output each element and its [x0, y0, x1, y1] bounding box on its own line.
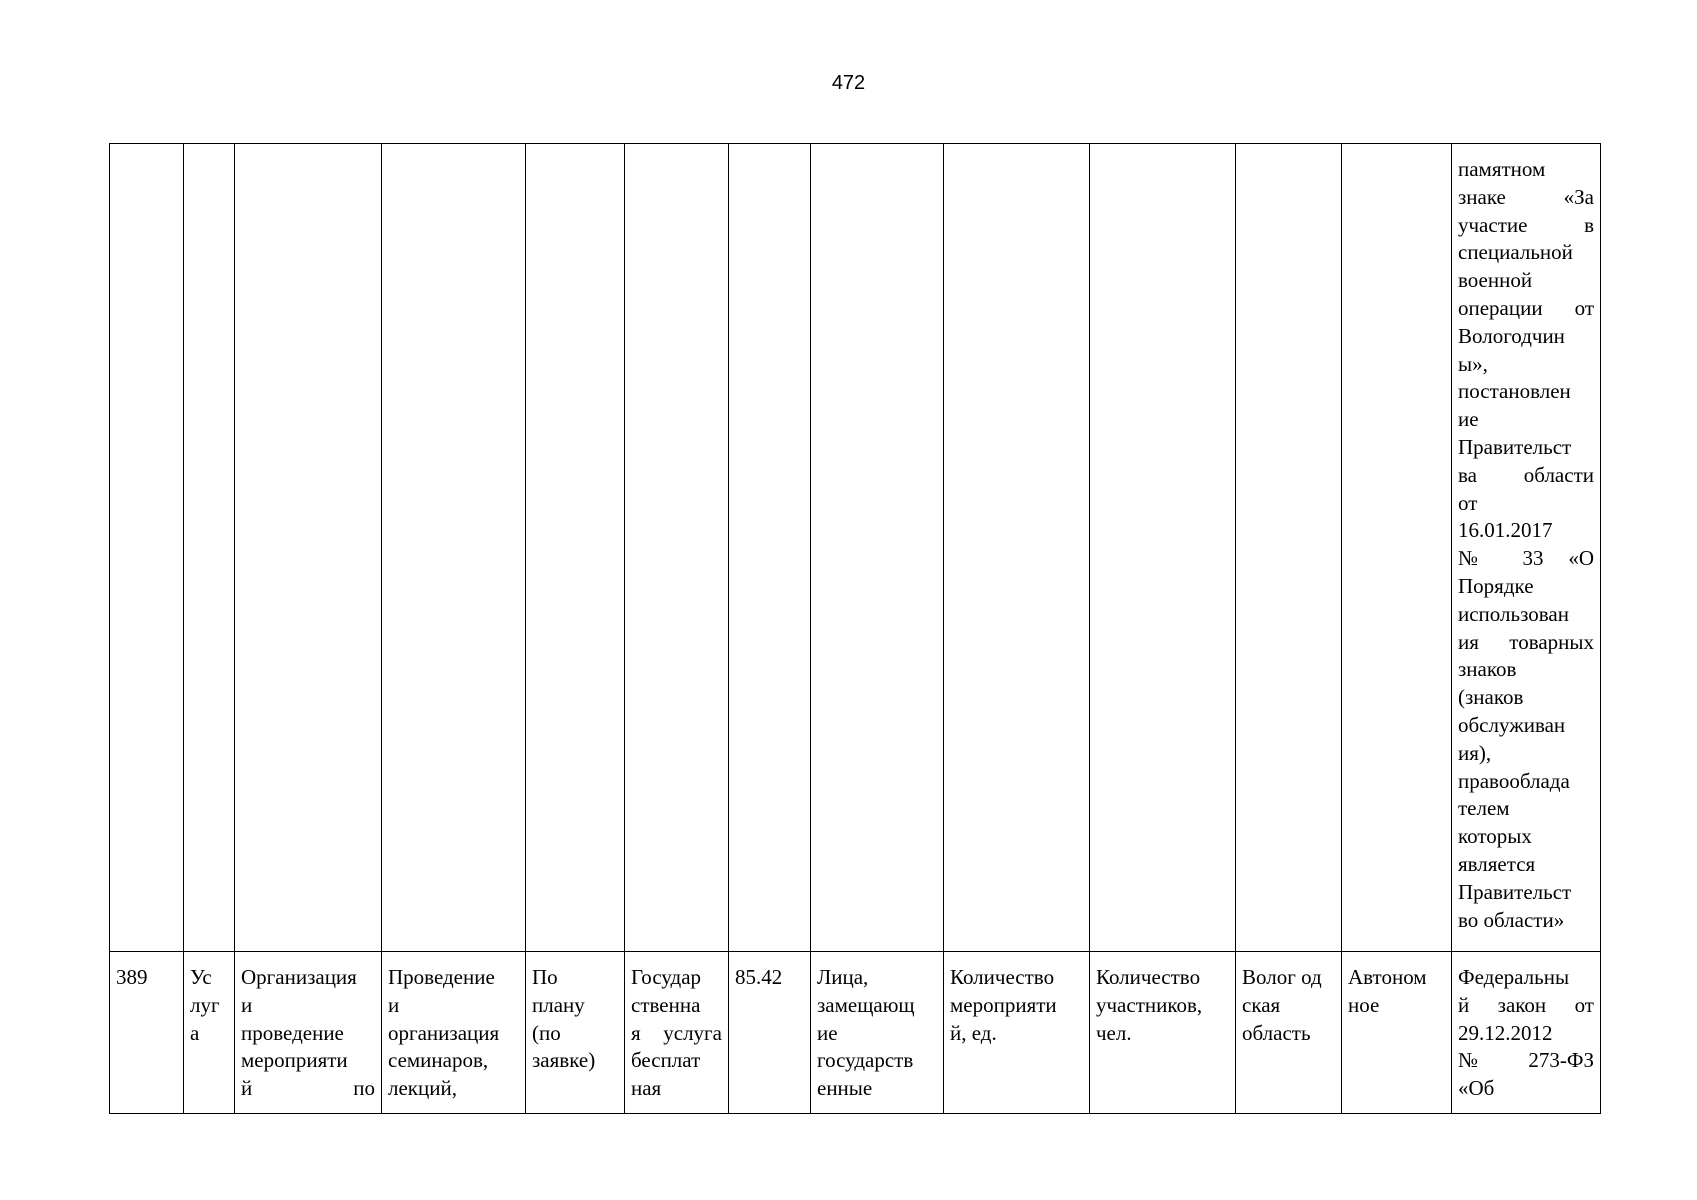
cell-quality-indicator	[1090, 952, 1236, 1114]
text-line: ия),	[1458, 740, 1492, 765]
cont-cell-okved	[729, 144, 811, 952]
text-line: По	[532, 965, 558, 989]
text-line: Порядке	[1458, 573, 1534, 598]
text-line: «Об	[1458, 1076, 1495, 1101]
cell-okved	[729, 952, 811, 1114]
text-line: которых	[1458, 824, 1532, 849]
text-line: область	[1242, 1020, 1311, 1045]
text-line: бесплат	[631, 1048, 701, 1073]
text-line: енные	[817, 1076, 873, 1101]
text-line: Количество	[950, 965, 1055, 989]
cell-institution-type	[1342, 952, 1452, 1114]
cont-cell-name	[235, 144, 382, 952]
text-line: Организация	[241, 965, 357, 989]
text-line: Правительст	[1458, 434, 1572, 459]
text-line: Государ	[631, 965, 702, 989]
cont-cell-volume	[944, 144, 1090, 952]
cell-consumers	[811, 952, 944, 1114]
text-line: ие	[817, 1020, 838, 1045]
text-line: Ус	[190, 965, 212, 989]
text-line: мероприяти	[241, 1048, 348, 1073]
text-line: заявке)	[532, 1048, 596, 1073]
text-line: я услуга	[631, 1020, 722, 1045]
text-line: и	[241, 992, 253, 1017]
text-line: ственна	[631, 992, 701, 1017]
text-line: проведение	[241, 1020, 344, 1045]
text-line: № 33 «О	[1458, 546, 1594, 571]
text-line: и	[388, 992, 400, 1017]
text-line: плану	[532, 992, 585, 1017]
text-line: а	[190, 1020, 200, 1045]
text-line: й по	[241, 1076, 375, 1101]
cont-cell-conditions	[526, 144, 625, 952]
text-line: знаке «За	[1458, 184, 1594, 209]
text-line: лекций,	[388, 1076, 457, 1101]
cont-cell-status	[625, 144, 729, 952]
text-line: участников,	[1096, 992, 1203, 1017]
text-line: ие	[1458, 407, 1479, 432]
text-line: Правительст	[1458, 879, 1572, 904]
text-line: правооблада	[1458, 768, 1570, 793]
text-line: ская	[1242, 992, 1281, 1017]
cell-legal-basis	[1452, 952, 1601, 1114]
text-line: Лица,	[817, 965, 869, 989]
text-line: специальной	[1458, 240, 1573, 265]
text-line: ная	[631, 1076, 662, 1101]
cont-cell-type	[184, 144, 235, 952]
cell-name	[235, 952, 382, 1114]
text-line: 29.12.2012	[1458, 1020, 1553, 1045]
continuation-row	[110, 144, 1601, 952]
cont-cell-consumers	[811, 144, 944, 952]
text-line: ное	[1348, 992, 1380, 1017]
cell-conditions	[526, 952, 625, 1114]
text-line: участие в	[1458, 212, 1594, 237]
text-line: луг	[190, 992, 220, 1017]
text-line: (по	[532, 1020, 561, 1045]
text-line: мероприяти	[950, 992, 1057, 1017]
text-line: Проведение	[388, 965, 495, 989]
cont-cell-quality	[1090, 144, 1236, 952]
cell-number	[110, 952, 184, 1114]
cont-cell-legal-basis	[1452, 144, 1601, 952]
text-line: ы»,	[1458, 351, 1488, 376]
text-line: чел.	[1096, 1020, 1132, 1045]
text-line: замещающ	[817, 992, 915, 1017]
text-line: памятном	[1458, 157, 1546, 181]
cell-volume-indicator	[944, 952, 1090, 1114]
cont-cell-number	[110, 144, 184, 952]
text-line: обслуживан	[1458, 712, 1566, 737]
row-389	[110, 952, 1601, 1114]
cell-status	[625, 952, 729, 1114]
text-line: Вологодчин	[1458, 323, 1565, 348]
cont-cell-content	[382, 144, 526, 952]
text-line: Волог од	[1242, 965, 1322, 989]
text-line: использован	[1458, 601, 1569, 626]
text-line: телем	[1458, 796, 1510, 821]
text-line: 389	[116, 965, 148, 989]
text-line: семинаров,	[388, 1048, 489, 1073]
page-number: 472	[831, 72, 866, 94]
text-line: является	[1458, 851, 1536, 876]
text-line: ия товарных	[1458, 629, 1594, 654]
text-line: 16.01.2017	[1458, 518, 1553, 543]
text-line: № 273-ФЗ	[1458, 1048, 1594, 1073]
text-line: Количество	[1096, 965, 1201, 989]
cell-type	[184, 952, 235, 1114]
cell-content	[382, 952, 526, 1114]
text-line: Автоном	[1348, 965, 1427, 989]
text-line: Федеральны	[1458, 965, 1570, 989]
text-line: 85.42	[735, 965, 783, 989]
text-line: й, ед.	[950, 1020, 997, 1045]
cell-territory	[1236, 952, 1342, 1114]
text-line: знаков	[1458, 657, 1517, 682]
text-line: во области»	[1458, 907, 1565, 932]
text-line: (знаков	[1458, 685, 1524, 710]
text-line: й закон от	[1458, 992, 1594, 1017]
cont-cell-territory	[1236, 144, 1342, 952]
text-line: от	[1458, 490, 1478, 515]
text-line: постановлен	[1458, 379, 1571, 404]
text-line: организация	[388, 1020, 500, 1045]
text-line: ва области	[1458, 462, 1594, 487]
text-line: военной	[1458, 268, 1533, 293]
text-line: государств	[817, 1048, 914, 1073]
registry-table	[109, 143, 1601, 1114]
text-line: операции от	[1458, 295, 1594, 320]
cont-cell-institution	[1342, 144, 1452, 952]
